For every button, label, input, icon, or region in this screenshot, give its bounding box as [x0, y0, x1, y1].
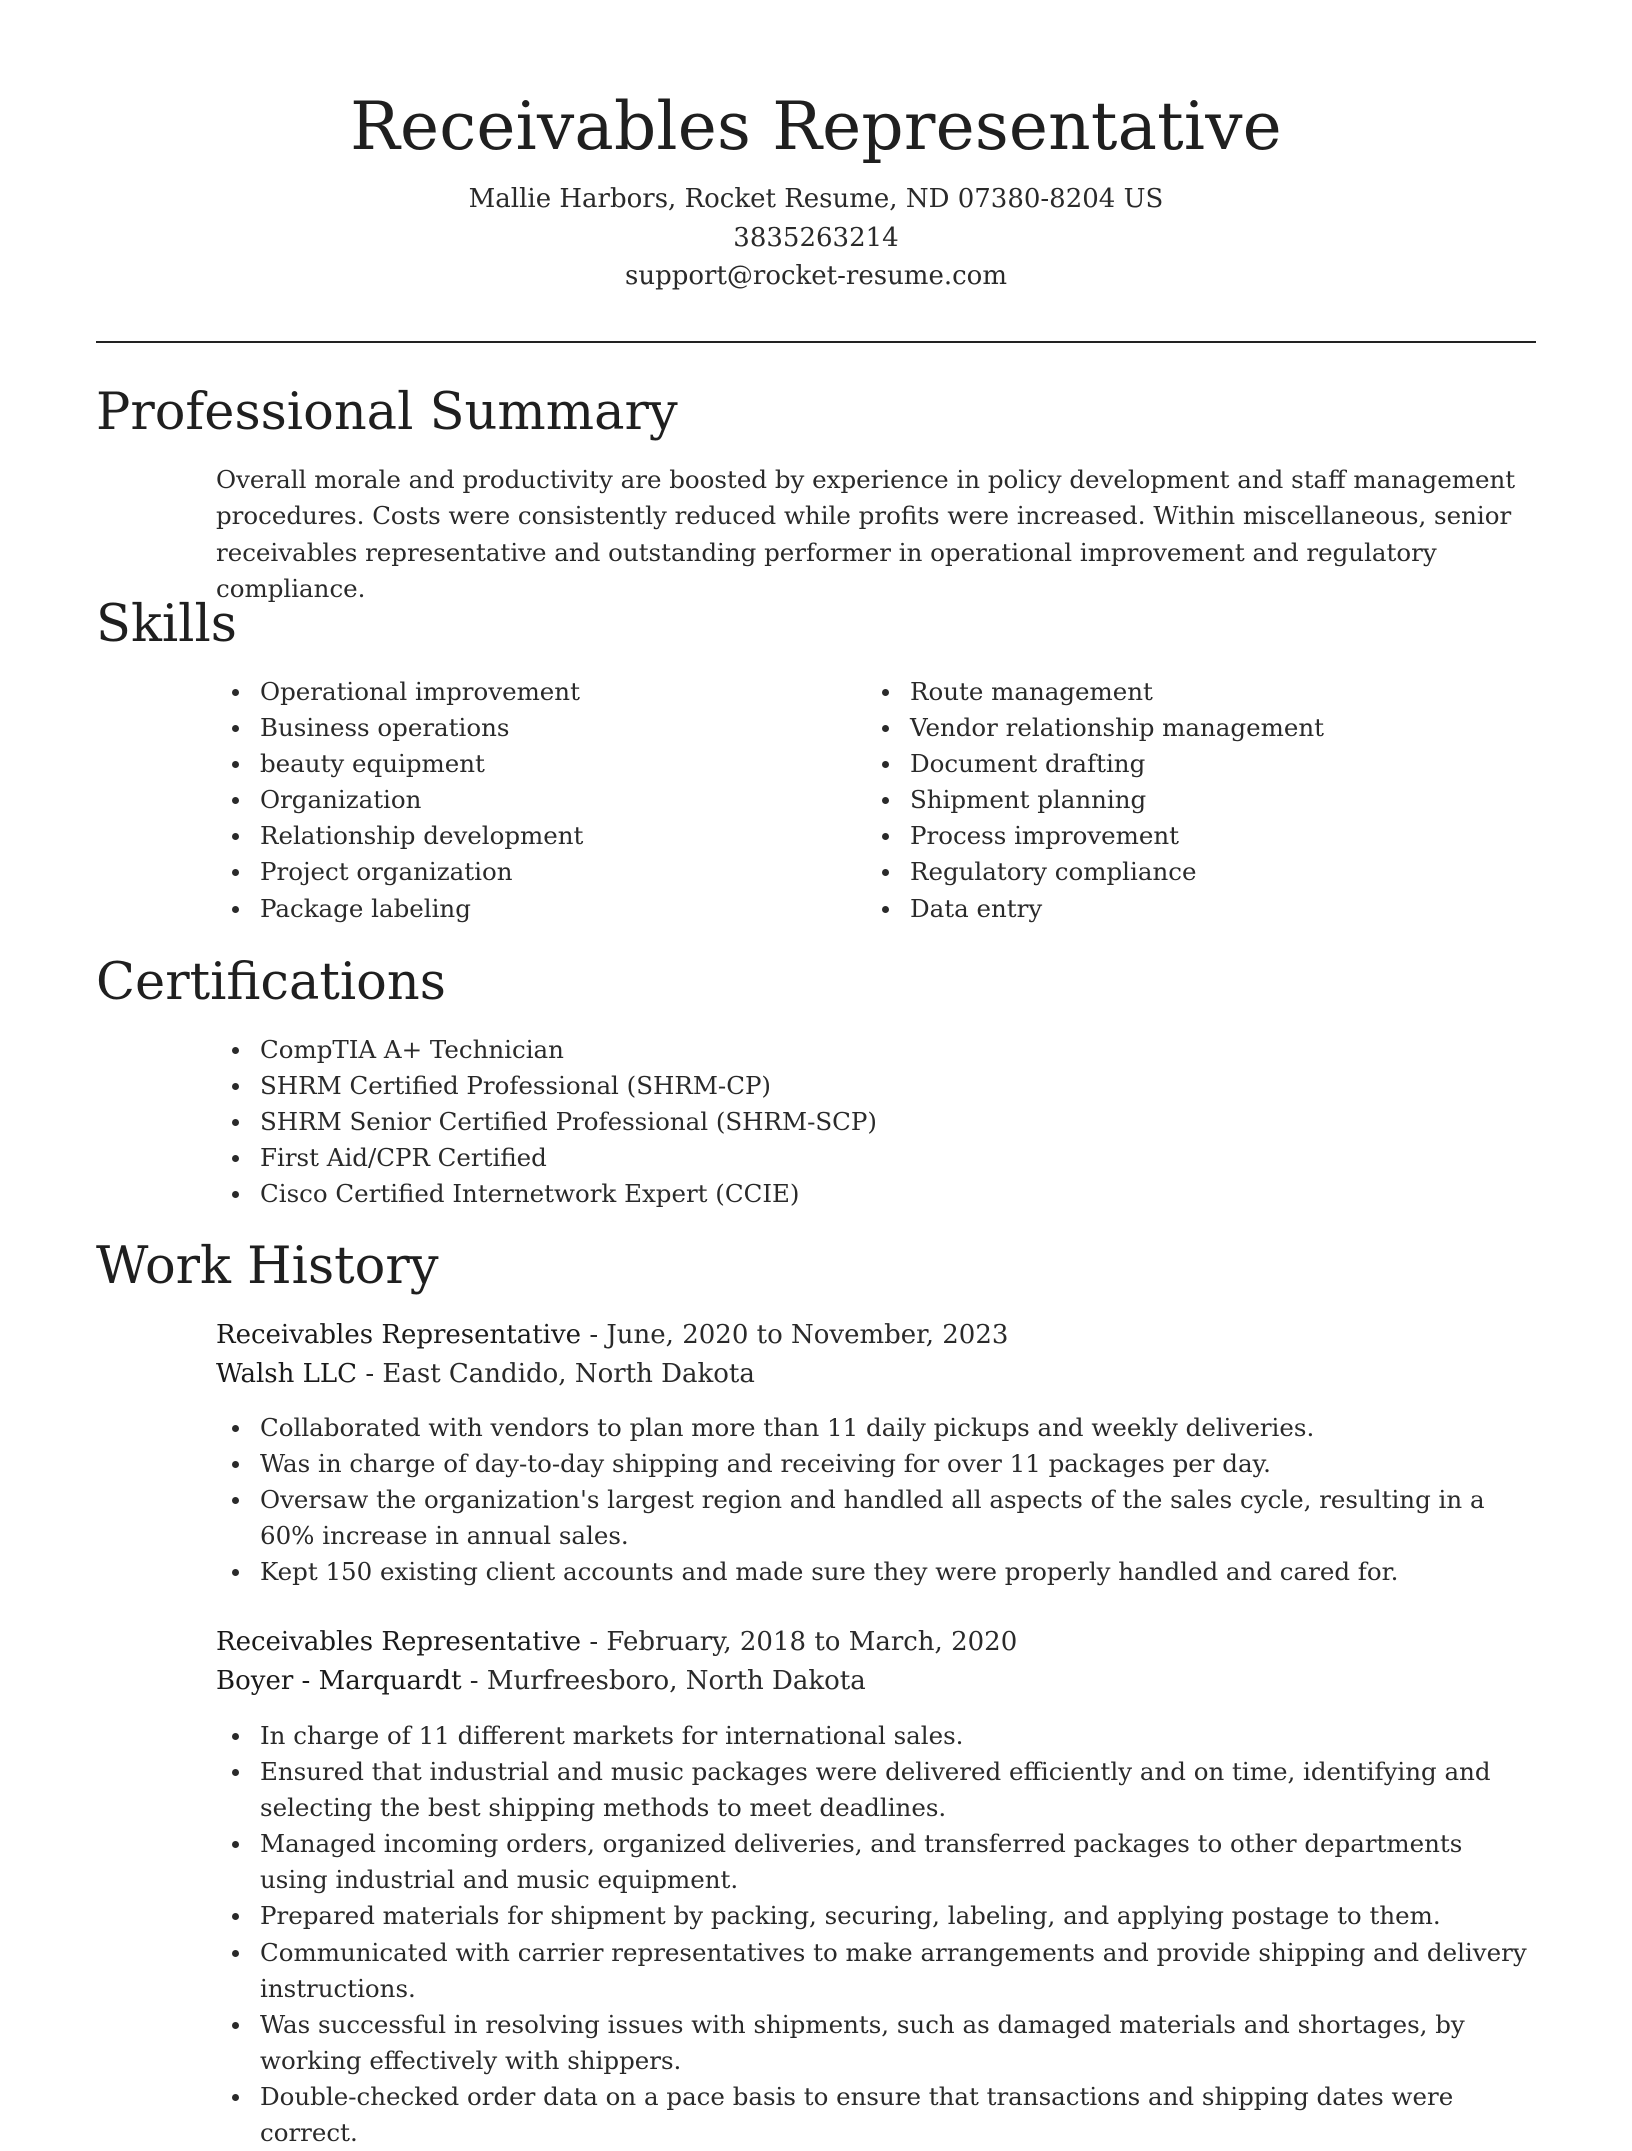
candidate-name: Receivables Representative: [350, 88, 1282, 165]
job-bullet: Managed incoming orders, organized deliveries, and transferred packages to other departments using industrial and music equipment.: [216, 1826, 1536, 1898]
job-bullet: Collaborated with vendors to plan more than 11 daily pickups and weekly deliveries.: [216, 1410, 1536, 1446]
job-bullet: Was in charge of day-to-day shipping and receiving for over 11 packages per day.: [216, 1446, 1536, 1482]
certification-item: CompTIA A+ Technician: [216, 1032, 1536, 1068]
certifications-list: [216, 1032, 1536, 1212]
skill-item: Operational improvement: [216, 674, 816, 710]
contact-address: Mallie Harbors, Rocket Resume, ND 07380-8204 US: [468, 184, 1164, 214]
skill-item: Shipment planning: [866, 782, 1526, 818]
summary-text: Overall morale and productivity are boosted by experience in policy development and staff management procedures. Costs were consistently reduced while profits were increased. Within miscellaneous, senior receivables representative and outstanding performer in operational improvement and regulatory compliance.: [216, 465, 1516, 603]
skills-heading: Skills: [96, 595, 237, 654]
job-bullet: Prepared materials for shipment by packing, securing, labeling, and applying postage to them.: [216, 1898, 1536, 1934]
skill-item: Data entry: [866, 891, 1526, 927]
skill-item: Route management: [866, 674, 1526, 710]
contact-email: support@rocket-resume.com: [624, 261, 1007, 291]
job-dates: - February, 2018 to March, 2020: [581, 1627, 1018, 1657]
job-bullet: In charge of 11 different markets for international sales.: [216, 1718, 1536, 1754]
certification-item: Cisco Certified Internetwork Expert (CCIE): [216, 1176, 1536, 1212]
certification-item: SHRM Certified Professional (SHRM-CP): [216, 1068, 1536, 1104]
job-location: - East Candido, North Dakota: [357, 1359, 755, 1389]
certification-item: SHRM Senior Certified Professional (SHRM-SCP): [216, 1104, 1536, 1140]
certifications-heading: Certifications: [96, 953, 446, 1012]
job-company-line: [216, 1662, 1536, 1701]
job-bullet: Oversaw the organization's largest region and handled all aspects of the sales cycle, resulting in a 60% increase in annual sales.: [216, 1482, 1536, 1554]
certification-item: First Aid/CPR Certified: [216, 1140, 1536, 1176]
skill-item: Project organization: [216, 854, 816, 890]
skill-item: Package labeling: [216, 891, 816, 927]
skill-item: Document drafting: [866, 746, 1526, 782]
job-bullets: [216, 1718, 1536, 2151]
job-bullet: Double-checked order data on a pace basis to ensure that transactions and shipping dates were correct.: [216, 2079, 1536, 2151]
contact-phone: 3835263214: [733, 222, 899, 253]
job-company-line: [216, 1355, 1536, 1394]
job-bullets: [216, 1410, 1536, 1590]
skills-list-left: [216, 674, 816, 927]
job-bullet: Communicated with carrier representatives to make arrangements and provide shipping and delivery instructions.: [216, 1935, 1536, 2007]
job-bullet: Was successful in resolving issues with shipments, such as damaged materials and shortages, by working effectively with shippers.: [216, 2007, 1536, 2079]
skill-item: Business operations: [216, 710, 816, 746]
job-bullet: Ensured that industrial and music packages were delivered efficiently and on time, identifying and selecting the best shipping methods to meet deadlines.: [216, 1754, 1536, 1826]
job-company: Walsh LLC: [216, 1359, 358, 1389]
skill-item: Relationship development: [216, 818, 816, 854]
skill-item: Vendor relationship management: [866, 710, 1526, 746]
job-bullet: Kept 150 existing client accounts and made sure they were properly handled and cared for.: [216, 1554, 1536, 1590]
work-history-heading: Work History: [96, 1237, 439, 1296]
job-company: Boyer - Marquardt: [216, 1666, 462, 1696]
header-divider: [96, 341, 1536, 343]
job-dates: - June, 2020 to November, 2023: [581, 1320, 1009, 1350]
job-title-line: [216, 1623, 1536, 1662]
skill-item: Regulatory compliance: [866, 854, 1526, 890]
summary-heading: Professional Summary: [96, 383, 678, 442]
job-location: - Murfreesboro, North Dakota: [461, 1666, 866, 1696]
skill-item: Process improvement: [866, 818, 1526, 854]
job-role: Receivables Representative: [216, 1627, 582, 1657]
skill-item: Organization: [216, 782, 816, 818]
contact-info: [96, 180, 1536, 296]
skill-item: beauty equipment: [216, 746, 816, 782]
skills-list-right: [866, 674, 1526, 927]
job-title-line: [216, 1316, 1536, 1355]
job-role: Receivables Representative: [216, 1320, 582, 1350]
resume-header: [96, 82, 1536, 296]
